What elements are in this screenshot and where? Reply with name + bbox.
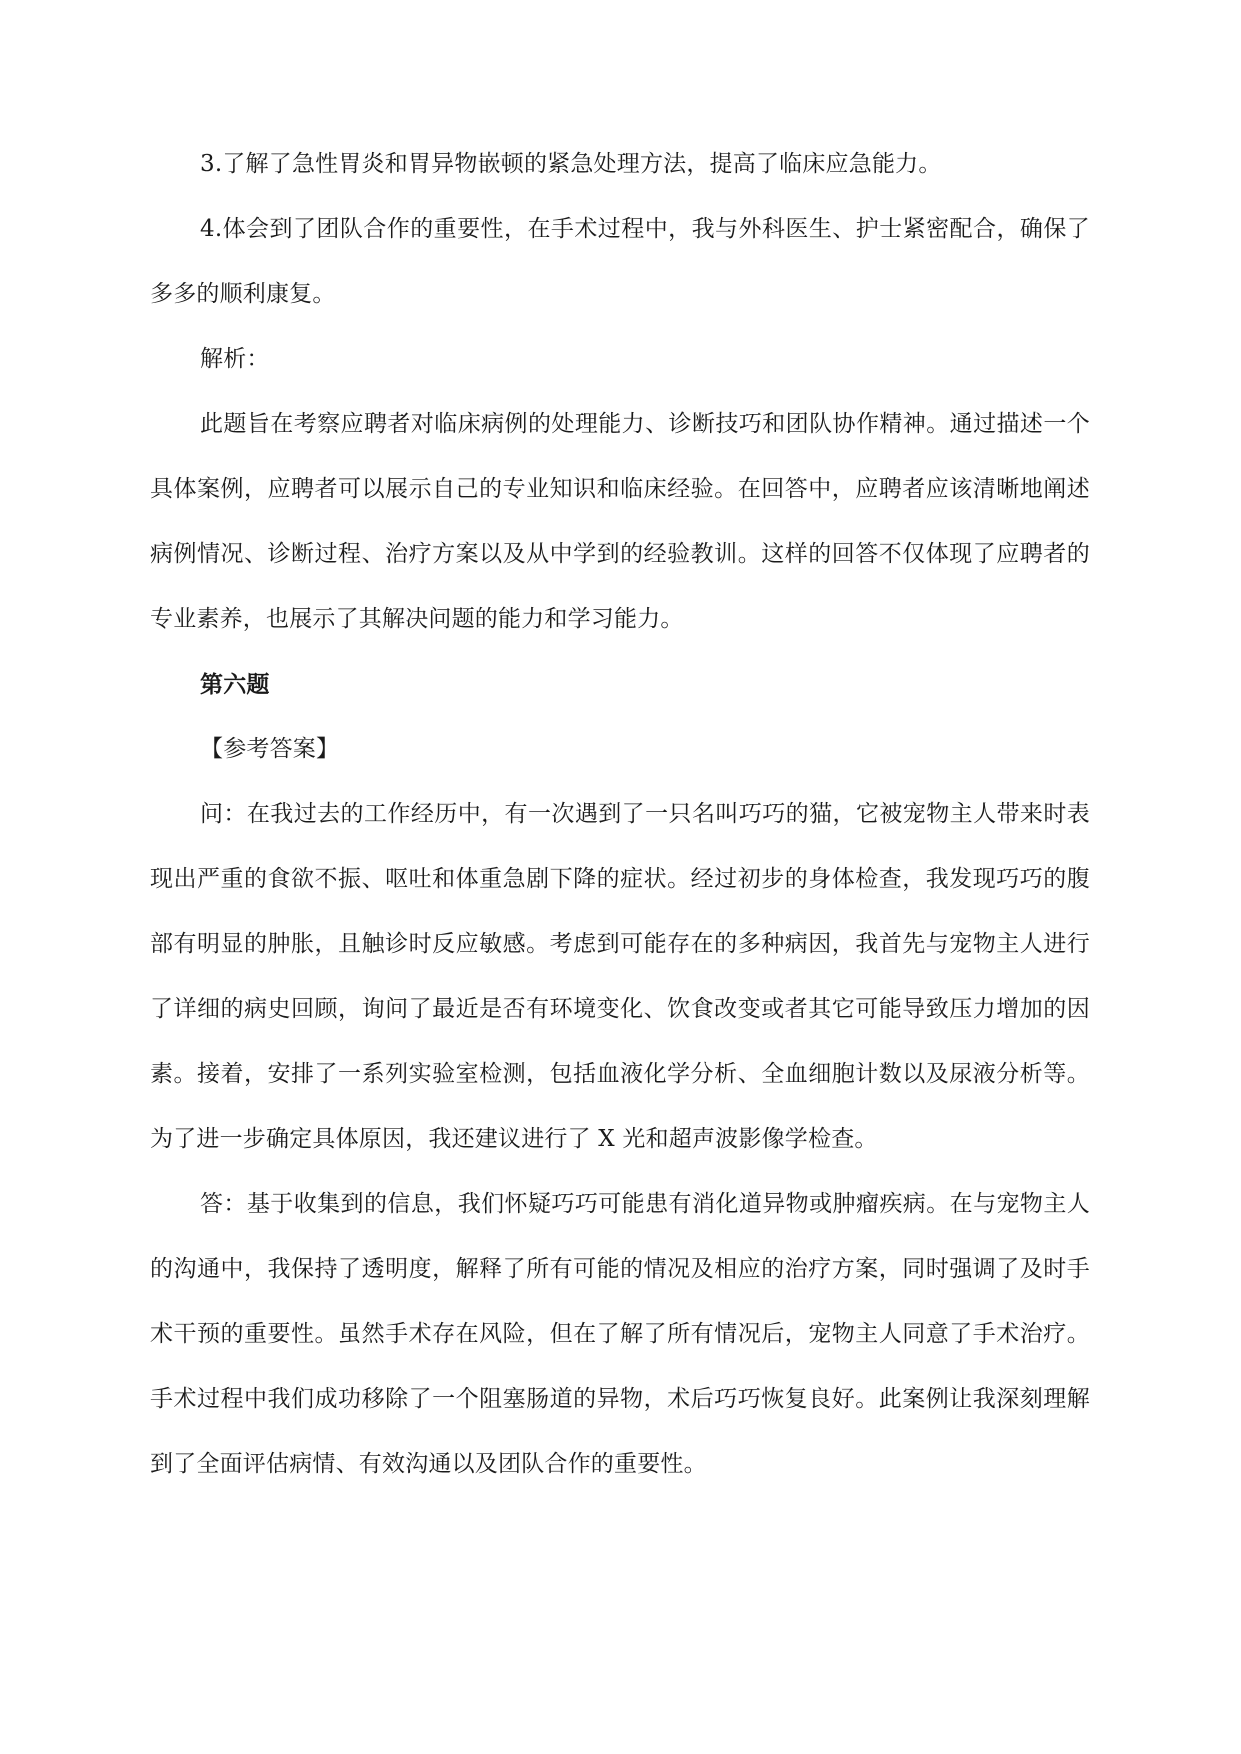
document-body [150,132,1090,1497]
question-paragraph: 问：在我过去的工作经历中，有一次遇到了一只名叫巧巧的猫，它被宠物主人带来时表现出严重的食欲不振、呕吐和体重急剧下降的症状。经过初步的身体检查，我发现巧巧的腹部有明显的肿胀，且触诊时反应敏感。考虑到可能存在的多种病因，我首先与宠物主人进行了详细的病史回顾，询问了最近是否有环境变化、饮食改变或者其它可能导致压力增加的因素。接着，安排了一系列实验室检测，包括血液化学分析、全血细胞计数以及尿液分析等。为了进一步确定具体原因，我还建议进行了 X 光和超声波影像学检查。 [150,801,1090,1152]
paragraph-point-4: 4.体会到了团队合作的重要性，在手术过程中，我与外科医生、护士紧密配合，确保了多多的顺利康复。 [150,216,1090,307]
answer-paragraph: 答：基于收集到的信息，我们怀疑巧巧可能患有消化道异物或肿瘤疾病。在与宠物主人的沟通中，我保持了透明度，解释了所有可能的情况及相应的治疗方案，同时强调了及时手术干预的重要性。虽然手术存在风险，但在了解了所有情况后，宠物主人同意了手术治疗。手术过程中我们成功移除了一个阻塞肠道的异物，术后巧巧恢复良好。此案例让我深刻理解到了全面评估病情、有效沟通以及团队合作的重要性。 [150,1191,1090,1477]
section-heading: 第六题 [200,671,270,698]
analysis-paragraph: 此题旨在考察应聘者对临床病例的处理能力、诊断技巧和团队协作精神。通过描述一个具体案例，应聘者可以展示自己的专业知识和临床经验。在回答中，应聘者应该清晰地阐述病例情况、诊断过程、治疗方案以及从中学到的经验教训。这样的回答不仅体现了应聘者的专业素养，也展示了其解决问题的能力和学习能力。 [150,411,1090,632]
paragraph-point-3: 3.了解了急性胃炎和胃异物嵌顿的紧急处理方法，提高了临床应急能力。 [200,151,942,177]
analysis-label: 解析： [200,346,270,372]
reference-answer-label: 【参考答案】 [200,736,340,762]
